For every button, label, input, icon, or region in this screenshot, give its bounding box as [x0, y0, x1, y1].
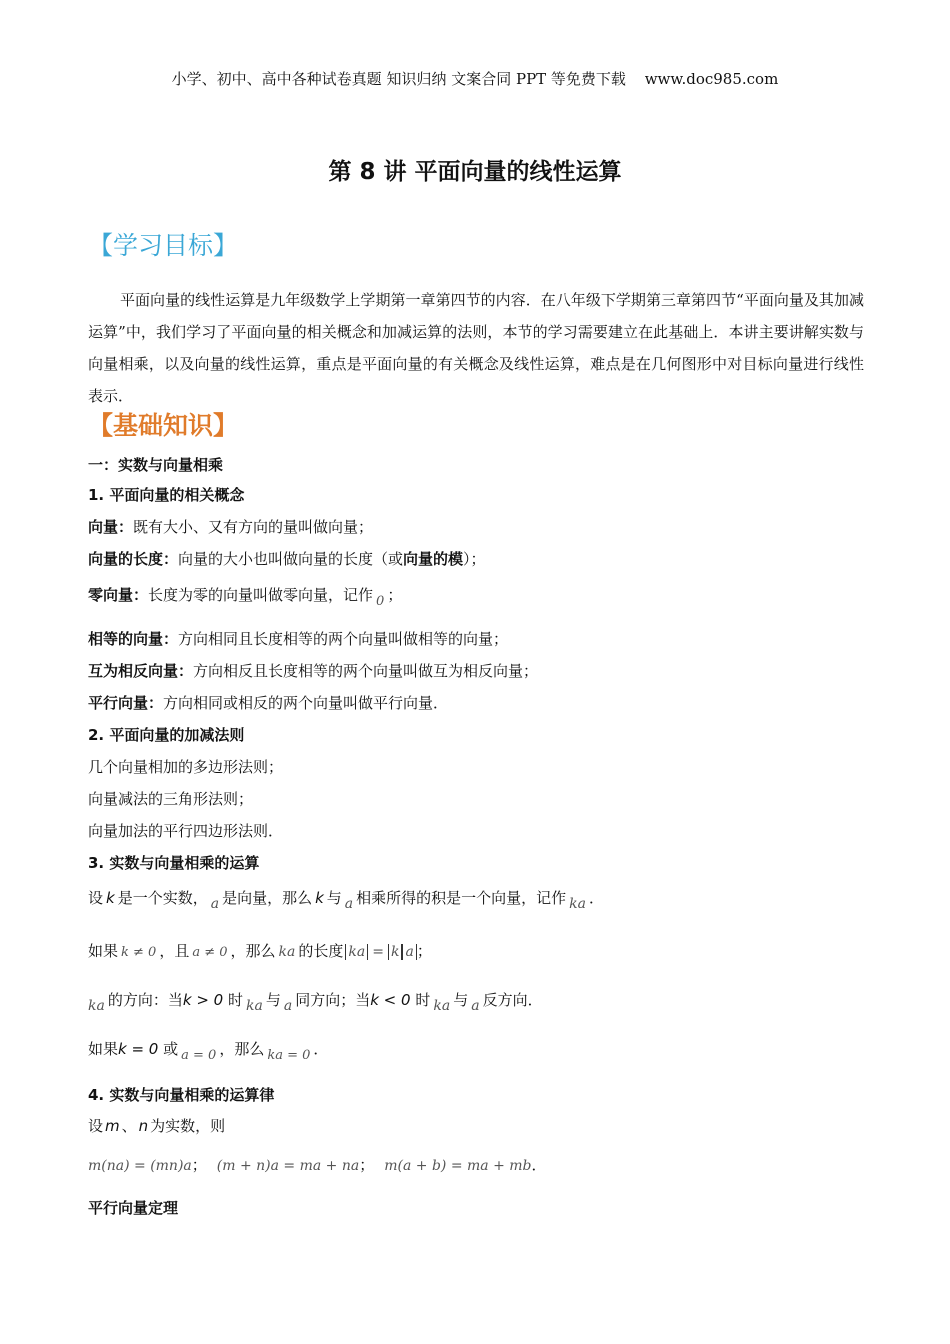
- subsection-heading-1: 1. 平面向量的相关概念: [88, 486, 245, 504]
- math-k: k: [118, 1040, 127, 1058]
- text: 的方向：当: [107, 991, 183, 1009]
- definition: 长度为零的向量叫做零向量，记作: [148, 586, 374, 604]
- text: 相乘所得的积是一个向量，记作: [356, 889, 567, 907]
- para-laws: [88, 1154, 547, 1175]
- math-abs-k: k: [388, 944, 402, 960]
- punct: 、: [121, 1117, 137, 1135]
- definition-end: ）；: [463, 550, 486, 568]
- math-ka: ka: [433, 998, 451, 1014]
- page-header: [0, 68, 950, 89]
- punct: ．: [313, 1040, 329, 1058]
- para-length-rule: [88, 940, 432, 961]
- math-lt-zero: < 0: [378, 991, 416, 1009]
- math-a-nonzero: a ≠ 0: [192, 945, 228, 960]
- text: 时: [227, 991, 243, 1009]
- math-equals: =: [372, 944, 384, 960]
- definition: 向量的大小也叫做向量的长度（或: [178, 550, 404, 568]
- math-ka: ka: [245, 998, 263, 1014]
- math-k-nonzero: k ≠ 0: [121, 945, 157, 960]
- math-a-zero: a = 0: [181, 1048, 217, 1063]
- math-k: k: [182, 991, 192, 1009]
- def-zero: [88, 584, 403, 609]
- punct: ；: [416, 942, 432, 960]
- formula-distributive-scalar: (m + n)a = ma + na: [216, 1158, 360, 1174]
- rule-triangle: 向量减法的三角形法则；: [88, 790, 254, 808]
- para-scalar-product: [88, 887, 605, 912]
- text: ，且: [159, 942, 190, 960]
- term: 向量：: [88, 518, 134, 536]
- formula-associative: m(na) = (mn)a: [88, 1158, 192, 1174]
- math-n: n: [138, 1117, 149, 1135]
- math-abs-a: a: [402, 944, 416, 960]
- math-ka: ka: [278, 944, 296, 960]
- subsection-heading-4: 4. 实数与向量相乘的运算律: [88, 1086, 275, 1104]
- section-basic-knowledge: 【基础知识】: [88, 411, 239, 440]
- rule-polygon: 几个向量相加的多边形法则；: [88, 758, 284, 776]
- text: 如果: [88, 942, 119, 960]
- text: 同方向；当: [295, 991, 371, 1009]
- math-a: a: [344, 896, 354, 912]
- term: 向量的长度：: [88, 550, 179, 568]
- punct: ．: [589, 889, 605, 907]
- text: 与: [326, 889, 342, 907]
- math-eq-zero: = 0: [126, 1040, 164, 1058]
- text: 时: [415, 991, 431, 1009]
- text: 为实数，则: [150, 1117, 226, 1135]
- definition: 既有大小、又有方向的量叫做向量；: [133, 518, 374, 536]
- term: 互为相反向量：: [88, 662, 194, 680]
- text: 是一个实数，: [117, 889, 208, 907]
- text: 反方向．: [482, 991, 543, 1009]
- def-vector: [88, 516, 373, 537]
- math-ka: ka: [569, 896, 587, 912]
- math-abs-ka: ka: [345, 944, 368, 960]
- punct: ；: [191, 1156, 207, 1174]
- term: 零向量：: [88, 586, 149, 604]
- para-direction-rule: [88, 989, 543, 1014]
- math-zero: 0: [376, 594, 385, 609]
- text: ，那么: [230, 942, 276, 960]
- text: 或: [163, 1040, 179, 1058]
- rule-parallelogram: 向量加法的平行四边形法则．: [88, 822, 284, 840]
- text: 设: [88, 1117, 104, 1135]
- math-k: k: [315, 889, 324, 907]
- term: 相等的向量：: [88, 630, 179, 648]
- def-equal: [88, 628, 508, 649]
- definition: 方向相同或相反的两个向量叫做平行向量．: [163, 694, 449, 712]
- punct: ．: [531, 1156, 547, 1174]
- header-text: 小学、初中、高中各种试卷真题 知识归纳 文案合同 PPT 等免费下载: [171, 70, 626, 88]
- subsection-heading-2: 2. 平面向量的加减法则: [88, 726, 245, 744]
- subsection-heading-3: 3. 实数与向量相乘的运算: [88, 854, 260, 872]
- para-zero-rule: [88, 1038, 329, 1063]
- math-ka: ka: [88, 998, 105, 1014]
- punct: ；: [359, 1156, 375, 1174]
- math-a: a: [471, 998, 480, 1014]
- math-a: a: [283, 998, 293, 1014]
- header-url[interactable]: www.doc985.com: [644, 70, 779, 88]
- text: 设: [88, 889, 104, 907]
- para-let-mn: [88, 1115, 225, 1136]
- section-learning-goals: 【学习目标】: [88, 231, 239, 260]
- page-title: 第 8 讲 平面向量的线性运算: [328, 159, 622, 185]
- def-parallel: [88, 692, 448, 713]
- punct: ；: [387, 586, 403, 604]
- text: 是向量，那么: [222, 889, 313, 907]
- definition: 方向相同且长度相等的两个向量叫做相等的向量；: [178, 630, 509, 648]
- math-a: a: [210, 896, 220, 912]
- def-opposite: [88, 660, 538, 681]
- math-gt-zero: > 0: [191, 991, 228, 1009]
- term: 平行向量：: [88, 694, 164, 712]
- text: ，那么: [219, 1040, 265, 1058]
- math-ka-zero: ka = 0: [267, 1048, 311, 1063]
- math-k: k: [106, 889, 115, 907]
- math-m: m: [105, 1117, 120, 1135]
- text: 与: [453, 991, 469, 1009]
- text: 的长度: [298, 942, 344, 960]
- part-heading: 一：实数与向量相乘: [88, 456, 224, 474]
- intro-paragraph: 平面向量的线性运算是九年级数学上学期第一章第四节的内容．在八年级下学期第三章第四节“平面向量及其加减运算”中，我们学习了平面向量的相关概念和加减运算的法则，本节的学习需要建立在此基础上．本讲主要讲解实数与向量相乘，以及向量的线性运算，重点是平面向量的有关概念及线性运算，难点是在几何图形中对目标向量进行线性表示．: [88, 291, 864, 405]
- math-k: k: [370, 991, 379, 1009]
- formula-distributive-vector: m(a + b) = ma + mb: [384, 1158, 532, 1174]
- text: 如果: [88, 1040, 119, 1058]
- definition: 方向相反且长度相等的两个向量叫做互为相反向量；: [193, 662, 539, 680]
- def-length: [88, 548, 486, 569]
- term-modulus: 向量的模: [403, 550, 464, 568]
- subsection-heading-5: 平行向量定理: [88, 1199, 179, 1217]
- text: 与: [265, 991, 281, 1009]
